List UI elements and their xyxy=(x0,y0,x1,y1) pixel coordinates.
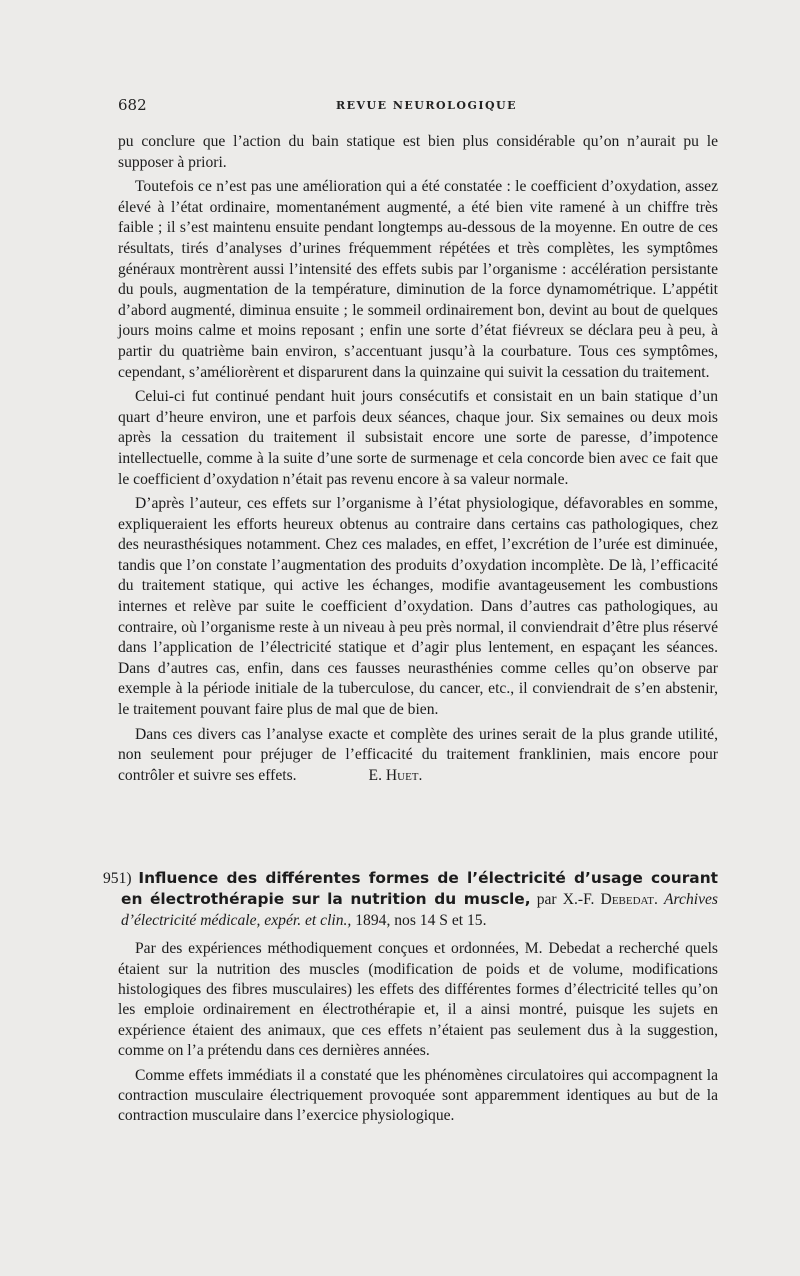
abstract-citation: 1894, nos 14 S et 15. xyxy=(355,911,487,929)
abstract-951 xyxy=(103,868,718,1131)
reviewer-signature: E. Huet. xyxy=(368,766,423,784)
paragraph: D’après l’auteur, ces effets sur l’organisme à l’état physiologique, défavorables en somme, expliqueraient les efforts heureux obtenus au contraire dans certains cas pathologiques, chez des neurasthésiques notamment. Chez ces malades, en effet, l’excrétion de l’urée est diminuée, tandis que l’on constate l’augmentation des produits d’oxydation incomplète. De là, l’efficacité du traitement statique, qui active les échanges, modifie avantageusement les combustions internes et relève par suite le coefficient d’oxydation. Dans d’autres cas pathologiques, au contraire, où l’organisme reste à un niveau à peu près normal, il conviendrait d’être plus réservé dans l’application de l’électricité statique et d’agir plus lentement, en espaçant les séances. Dans d’autres cas, enfin, dans ces fausses neurasthénies comme celles qu’on observe par exemple à la période initiale de la tuberculose, du cancer, etc., il conviendrait de s’en abstenir, le traitement pouvant faire plus de mal que de bien. xyxy=(118,495,718,719)
page-number: 682 xyxy=(118,96,147,114)
abstract-author: X.-F. Debedat. xyxy=(562,891,658,909)
abstract-source: Archives d’électricité médicale, expér. et clin., xyxy=(121,891,718,929)
page-header xyxy=(118,96,718,120)
abstract-title: Influence des différentes formes de l’électricité d’usage courant en électrothérapie sur la nutrition du muscle, xyxy=(121,869,719,909)
running-head: REVUE NEUROLOGIQUE xyxy=(336,99,518,112)
paragraph: Par des expériences méthodiquement conçues et ordonnées, M. Debedat a recherché quels étaient sur la nutrition des muscles (modification de poids et de volume, modifications histologiques des fibres musculaires) les effets des différentes formes d’électricité telles qu’on les emploie ordinairement en électrothérapie et, il a ainsi montré, puisque les sujets en expérience étaient des animaux, que ces effets n’étaient pas seulement dus à la suggestion, comme on l’a prétendu dans ces dernières années. xyxy=(118,940,718,1060)
abstract-body xyxy=(118,939,718,1127)
abstract-number: 951) xyxy=(103,870,132,887)
paragraph: pu conclure que l’action du bain statique est bien plus considérable qu’on n’aurait pu le supposer à priori. xyxy=(118,133,718,171)
paragraph: Celui-ci fut continué pendant huit jours consécutifs et consistait en un bain statique d’un quart d’heure environ, une et parfois deux séances, chaque jour. Six semaines ou deux mois après la cessation du traitement il subsistait encore une sorte de paresse, d’impotence intellectuelle, comme à la suite d’une sorte de surmenage et cela concorde bien avec ce fait que le coefficient d’oxydation n’était pas revenu encore à sa valeur normale. xyxy=(118,388,718,488)
article-body xyxy=(118,132,718,790)
byline-prefix: par xyxy=(536,891,557,909)
paragraph: Toutefois ce n’est pas une amélioration qui a été constatée : le coefficient d’oxydation, assez élevé à l’état ordinaire, momentanément augmenté, a été bien vite ramené à un chiffre très faible ; il s’est maintenu ensuite pendant longtemps au-dessous de la moyenne. En outre de ces résultats, tirés d’analyses d’urines fréquemment répétées et très complètes, les symptômes généraux montrèrent aussi l’intensité des effets subis par l’organisme : accélération persistante du pouls, augmentation de la température, diminution de la force dynamométrique. L’appétit d’abord augmenté, diminua ensuite ; le sommeil ordinairement bon, devint au bout de quelques jours moins calme et moins reposant ; enfin une sorte d’état fiévreux se déclara peu à peu, à partir du quatrième bain environ, s’accentuant jusqu’à la courbature. Tous ces symptômes, cependant, s’améliorèrent et disparurent dans la quinzaine qui suivit la cessation du traitement. xyxy=(118,178,718,381)
paragraph: Comme effets immédiats il a constaté que les phénomènes circulatoires qui accompagnent la contraction musculaire électriquement provoquée sont apparemment identiques au but de la contraction musculaire dans l’exercice physiologique. xyxy=(118,1066,718,1125)
abstract-heading xyxy=(103,868,718,931)
paragraph-text: Dans ces divers cas l’analyse exacte et complète des urines serait de la plus grande utilité, non seulement pour préjuger de l’efficacité du traitement franklinien, mais encore pour contrôler et suivre ses effets. xyxy=(118,725,718,784)
closing-paragraph xyxy=(118,725,718,787)
